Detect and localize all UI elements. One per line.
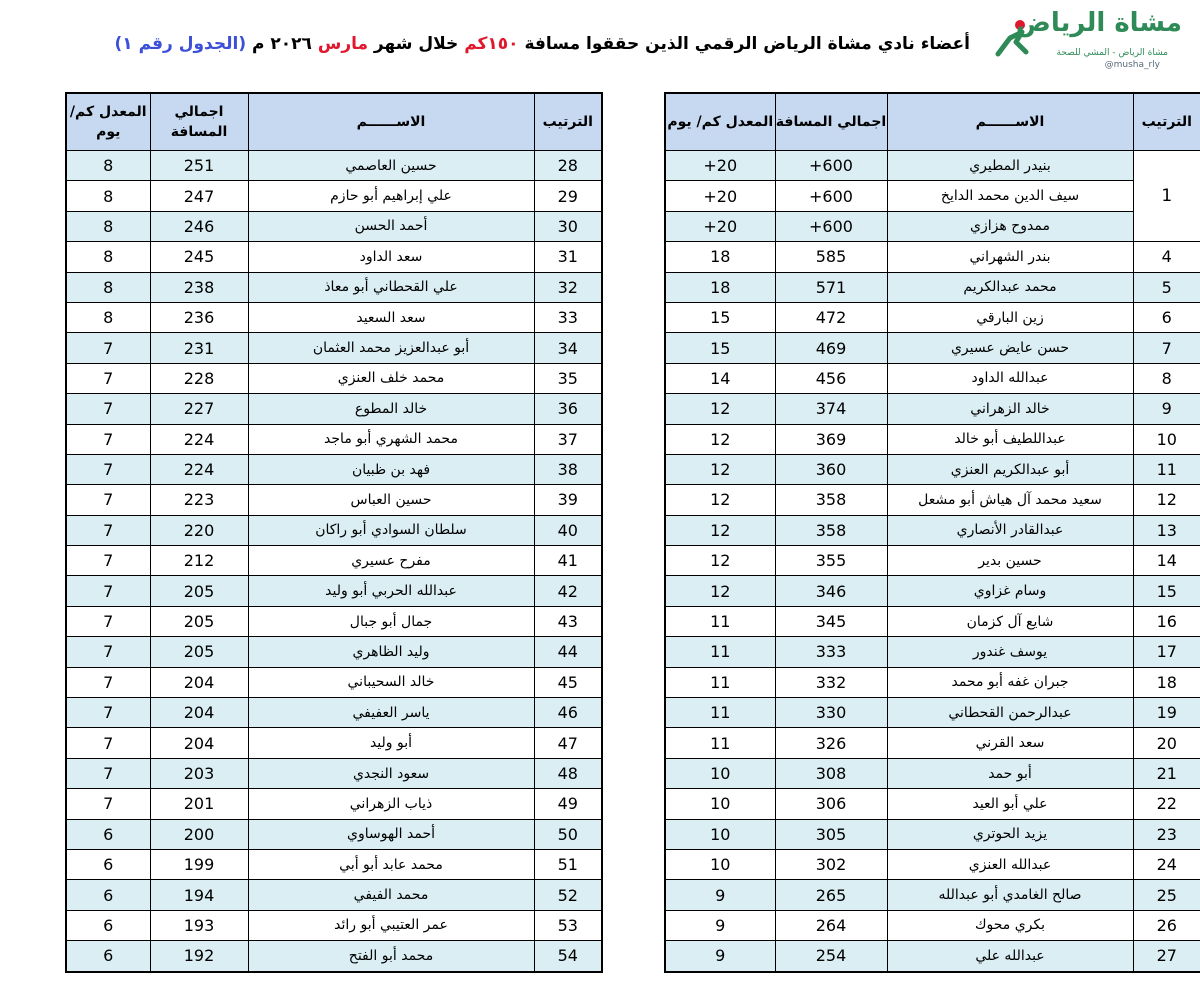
table-row: [66, 819, 602, 849]
name-cell: أحمد الحسن: [248, 211, 534, 241]
name-cell: علي إبراهيم أبو حازم: [248, 181, 534, 211]
rank-cell: 12: [1133, 485, 1200, 515]
table-row: [665, 394, 1200, 424]
avg-cell: 18: [665, 242, 775, 272]
avg-cell: 10: [665, 789, 775, 819]
table-row: [665, 698, 1200, 728]
name-cell: عبدالله العنزي: [887, 849, 1133, 879]
name-cell: عبدالرحمن القحطاني: [887, 698, 1133, 728]
table-row: [665, 333, 1200, 363]
table-row: [66, 789, 602, 819]
table-row: [66, 698, 602, 728]
avg-cell: 15: [665, 333, 775, 363]
total-cell: 220: [150, 515, 248, 545]
name-cell: محمد خلف العنزي: [248, 363, 534, 393]
rank-cell: 53: [534, 910, 602, 940]
avg-cell: 6: [66, 819, 150, 849]
name-cell: أحمد الهوساوي: [248, 819, 534, 849]
total-cell: 330: [775, 698, 887, 728]
name-cell: وليد الظاهري: [248, 637, 534, 667]
name-cell: وسام غزاوي: [887, 576, 1133, 606]
avg-cell: 8: [66, 151, 150, 181]
table-row: [665, 181, 1200, 211]
total-cell: 205: [150, 637, 248, 667]
total-cell: 469: [775, 333, 887, 363]
name-cell: سعد السعيد: [248, 302, 534, 332]
table-row: [66, 454, 602, 484]
col-rank: الترتيب: [534, 93, 602, 151]
logo-handle: @musha_rly: [1104, 60, 1160, 70]
rank-cell: 11: [1133, 454, 1200, 484]
total-cell: 302: [775, 849, 887, 879]
name-cell: حسين العاصمي: [248, 151, 534, 181]
table-row: [66, 910, 602, 940]
table-row: [66, 211, 602, 241]
rank-cell: 5: [1133, 272, 1200, 302]
table-row: [66, 333, 602, 363]
avg-cell: 8: [66, 211, 150, 241]
total-cell: 204: [150, 667, 248, 697]
avg-cell: 7: [66, 728, 150, 758]
rank-cell: 43: [534, 606, 602, 636]
total-cell: 355: [775, 546, 887, 576]
table-row: [665, 454, 1200, 484]
rank-cell: 38: [534, 454, 602, 484]
table-row: [66, 181, 602, 211]
title-month: مارس: [317, 34, 369, 54]
name-cell: جبران غفه أبو محمد: [887, 667, 1133, 697]
name-cell: شايع آل كزمان: [887, 606, 1133, 636]
name-cell: سلطان السوادي أبو راكان: [248, 515, 534, 545]
avg-cell: 7: [66, 606, 150, 636]
name-cell: محمد عابد أبو أبي: [248, 849, 534, 879]
name-cell: سعد القرني: [887, 728, 1133, 758]
name-cell: عبدالقادر الأنصاري: [887, 515, 1133, 545]
total-cell: 358: [775, 515, 887, 545]
avg-cell: 7: [66, 485, 150, 515]
rank-cell: 23: [1133, 819, 1200, 849]
name-cell: عبدالله علي: [887, 941, 1133, 972]
name-cell: أبو وليد: [248, 728, 534, 758]
col-avg: المعدل كم/ يوم: [66, 93, 150, 151]
name-cell: سعود النجدي: [248, 758, 534, 788]
total-cell: 369: [775, 424, 887, 454]
total-cell: 246: [150, 211, 248, 241]
total-cell: 374: [775, 394, 887, 424]
total-cell: 254: [775, 941, 887, 972]
table-row: [665, 363, 1200, 393]
logo-subtitle: مشاة الرياض - المشي للصحة: [1056, 48, 1168, 58]
avg-cell: 9: [665, 910, 775, 940]
rank-cell: 6: [1133, 302, 1200, 332]
table-row: [66, 606, 602, 636]
avg-cell: 6: [66, 910, 150, 940]
rank-cell: 19: [1133, 698, 1200, 728]
rank-cell: 42: [534, 576, 602, 606]
total-cell: 204: [150, 698, 248, 728]
total-cell: 326: [775, 728, 887, 758]
avg-cell: 12: [665, 394, 775, 424]
avg-cell: 7: [66, 546, 150, 576]
avg-cell: 20+: [665, 181, 775, 211]
ranking-table-left: [65, 92, 603, 973]
table-row: [665, 789, 1200, 819]
avg-cell: 8: [66, 181, 150, 211]
table-row: [665, 211, 1200, 241]
avg-cell: 12: [665, 515, 775, 545]
col-name: الاســــــم: [887, 93, 1133, 151]
table-row: [665, 667, 1200, 697]
avg-cell: 6: [66, 880, 150, 910]
col-name: الاســــــم: [248, 93, 534, 151]
total-cell: 238: [150, 272, 248, 302]
rank-cell: 31: [534, 242, 602, 272]
avg-cell: 7: [66, 394, 150, 424]
avg-cell: 8: [66, 302, 150, 332]
total-cell: 193: [150, 910, 248, 940]
name-cell: بكري محوك: [887, 910, 1133, 940]
table-row: [66, 151, 602, 181]
name-cell: محمد الفيفي: [248, 880, 534, 910]
avg-cell: 12: [665, 424, 775, 454]
total-cell: 223: [150, 485, 248, 515]
table-row: [66, 576, 602, 606]
rank-cell: 45: [534, 667, 602, 697]
rank-cell: 40: [534, 515, 602, 545]
title-distance: ١٥٠كم: [464, 34, 519, 54]
total-cell: 305: [775, 819, 887, 849]
total-cell: 231: [150, 333, 248, 363]
total-cell: 472: [775, 302, 887, 332]
title-year: ٢٠٢٦ م: [246, 34, 318, 54]
total-cell: 236: [150, 302, 248, 332]
name-cell: علي القحطاني أبو معاذ: [248, 272, 534, 302]
rank-cell: 21: [1133, 758, 1200, 788]
table-row: [66, 880, 602, 910]
rank-cell: 49: [534, 789, 602, 819]
rank-cell: 50: [534, 819, 602, 849]
avg-cell: 7: [66, 424, 150, 454]
avg-cell: 10: [665, 849, 775, 879]
logo-title: مشاة الرياض: [1015, 8, 1182, 38]
name-cell: حسين العباس: [248, 485, 534, 515]
avg-cell: 7: [66, 576, 150, 606]
rank-cell: 34: [534, 333, 602, 363]
avg-cell: 10: [665, 758, 775, 788]
table-row: [665, 728, 1200, 758]
name-cell: حسن عايض عسيري: [887, 333, 1133, 363]
avg-cell: 11: [665, 667, 775, 697]
table-row: [66, 728, 602, 758]
rank-cell: 30: [534, 211, 602, 241]
rank-cell: 48: [534, 758, 602, 788]
avg-cell: 7: [66, 515, 150, 545]
total-cell: 247: [150, 181, 248, 211]
col-avg: المعدل كم/ يوم: [665, 93, 775, 151]
name-cell: يزيد الحوتري: [887, 819, 1133, 849]
table-row: [66, 242, 602, 272]
table-row: [665, 515, 1200, 545]
rank-cell: 10: [1133, 424, 1200, 454]
rank-cell: 41: [534, 546, 602, 576]
title-part2: خلال شهر: [368, 34, 465, 54]
avg-cell: 6: [66, 849, 150, 879]
table-row: [66, 515, 602, 545]
avg-cell: 9: [665, 941, 775, 972]
avg-cell: 6: [66, 941, 150, 972]
name-cell: ممدوح هزازي: [887, 211, 1133, 241]
table-row: [665, 606, 1200, 636]
total-cell: 345: [775, 606, 887, 636]
name-cell: صالح الغامدي أبو عبدالله: [887, 880, 1133, 910]
rank-cell: 28: [534, 151, 602, 181]
rank-cell: 24: [1133, 849, 1200, 879]
total-cell: 205: [150, 576, 248, 606]
rank-cell: 27: [1133, 941, 1200, 972]
total-cell: 600+: [775, 181, 887, 211]
rank-cell: 18: [1133, 667, 1200, 697]
table-row: [66, 272, 602, 302]
avg-cell: 7: [66, 667, 150, 697]
name-cell: سيف الدين محمد الدايخ: [887, 181, 1133, 211]
table-row: [665, 546, 1200, 576]
total-cell: 203: [150, 758, 248, 788]
table-row: [66, 941, 602, 972]
name-cell: مفرح عسيري: [248, 546, 534, 576]
table-row: [66, 667, 602, 697]
table-row: [665, 302, 1200, 332]
total-cell: 224: [150, 424, 248, 454]
total-cell: 456: [775, 363, 887, 393]
total-cell: 200: [150, 819, 248, 849]
table-row: [665, 637, 1200, 667]
name-cell: محمد الشهري أبو ماجد: [248, 424, 534, 454]
table-row: [665, 485, 1200, 515]
rank-cell: 35: [534, 363, 602, 393]
rank-cell: 33: [534, 302, 602, 332]
avg-cell: 18: [665, 272, 775, 302]
total-cell: 228: [150, 363, 248, 393]
table-row: [665, 910, 1200, 940]
name-cell: محمد أبو الفتح: [248, 941, 534, 972]
total-cell: 308: [775, 758, 887, 788]
table-row: [66, 363, 602, 393]
total-cell: 199: [150, 849, 248, 879]
col-rank: الترتيب: [1133, 93, 1200, 151]
avg-cell: 15: [665, 302, 775, 332]
rank-cell: 29: [534, 181, 602, 211]
title-table-ref: (الجدول رقم ١): [114, 34, 247, 54]
avg-cell: 7: [66, 637, 150, 667]
table-row: [665, 272, 1200, 302]
total-cell: 358: [775, 485, 887, 515]
total-cell: 346: [775, 576, 887, 606]
avg-cell: 7: [66, 789, 150, 819]
avg-cell: 12: [665, 485, 775, 515]
total-cell: 192: [150, 941, 248, 972]
rank-cell: 37: [534, 424, 602, 454]
rank-cell: 14: [1133, 546, 1200, 576]
table-row: [66, 758, 602, 788]
avg-cell: 20+: [665, 151, 775, 181]
name-cell: يوسف غندور: [887, 637, 1133, 667]
rank-cell: 51: [534, 849, 602, 879]
name-cell: بنيدر المطيري: [887, 151, 1133, 181]
rank-cell: 46: [534, 698, 602, 728]
avg-cell: 14: [665, 363, 775, 393]
rank-cell: 13: [1133, 515, 1200, 545]
table-row: [665, 880, 1200, 910]
club-logo: [992, 8, 1182, 72]
ranking-table-right: [664, 92, 1200, 973]
avg-cell: 7: [66, 363, 150, 393]
table-row: [66, 546, 602, 576]
total-cell: 265: [775, 880, 887, 910]
name-cell: ذياب الزهراني: [248, 789, 534, 819]
total-cell: 360: [775, 454, 887, 484]
table-row: [665, 819, 1200, 849]
name-cell: خالد المطوع: [248, 394, 534, 424]
table-row: [66, 849, 602, 879]
rank-cell: 7: [1133, 333, 1200, 363]
rank-cell: 54: [534, 941, 602, 972]
name-cell: زين البارقي: [887, 302, 1133, 332]
rank-cell: 44: [534, 637, 602, 667]
total-cell: 571: [775, 272, 887, 302]
name-cell: خالد الزهراني: [887, 394, 1133, 424]
rank-cell: 32: [534, 272, 602, 302]
rank-cell: 36: [534, 394, 602, 424]
avg-cell: 12: [665, 546, 775, 576]
avg-cell: 8: [66, 242, 150, 272]
name-cell: حسين بدير: [887, 546, 1133, 576]
rank-cell: 47: [534, 728, 602, 758]
total-cell: 585: [775, 242, 887, 272]
name-cell: محمد عبدالكريم: [887, 272, 1133, 302]
name-cell: سعد الداود: [248, 242, 534, 272]
rank-cell: 15: [1133, 576, 1200, 606]
name-cell: أبو عبدالعزيز محمد العثمان: [248, 333, 534, 363]
total-cell: 227: [150, 394, 248, 424]
avg-cell: 8: [66, 272, 150, 302]
total-cell: 201: [150, 789, 248, 819]
rank-cell: 20: [1133, 728, 1200, 758]
total-cell: 251: [150, 151, 248, 181]
rank-cell: 17: [1133, 637, 1200, 667]
avg-cell: 7: [66, 333, 150, 363]
table-row: [665, 941, 1200, 972]
table-row: [66, 302, 602, 332]
rank-cell: 1: [1133, 151, 1200, 242]
avg-cell: 7: [66, 454, 150, 484]
rank-cell: 25: [1133, 880, 1200, 910]
name-cell: أبو عبدالكريم العنزي: [887, 454, 1133, 484]
rank-cell: 52: [534, 880, 602, 910]
total-cell: 600+: [775, 211, 887, 241]
avg-cell: 11: [665, 728, 775, 758]
total-cell: 194: [150, 880, 248, 910]
page-title: [114, 34, 970, 54]
total-cell: 306: [775, 789, 887, 819]
total-cell: 600+: [775, 151, 887, 181]
left-table-body: [66, 151, 602, 972]
title-part1: أعضاء نادي مشاة الرياض الرقمي الذين حققوا مسافة: [518, 34, 970, 54]
name-cell: بندر الشهراني: [887, 242, 1133, 272]
avg-cell: 10: [665, 819, 775, 849]
table-row: [665, 758, 1200, 788]
name-cell: عبدالله الداود: [887, 363, 1133, 393]
total-cell: 212: [150, 546, 248, 576]
right-table-body: [665, 151, 1200, 972]
rank-cell: 39: [534, 485, 602, 515]
avg-cell: 12: [665, 454, 775, 484]
rank-cell: 22: [1133, 789, 1200, 819]
total-cell: 205: [150, 606, 248, 636]
total-cell: 333: [775, 637, 887, 667]
total-cell: 264: [775, 910, 887, 940]
total-cell: 332: [775, 667, 887, 697]
avg-cell: 11: [665, 698, 775, 728]
name-cell: خالد السحيباني: [248, 667, 534, 697]
name-cell: علي أبو العيد: [887, 789, 1133, 819]
name-cell: فهد بن ظبيان: [248, 454, 534, 484]
table-row: [66, 485, 602, 515]
rank-cell: 16: [1133, 606, 1200, 636]
name-cell: عبداللطيف أبو خالد: [887, 424, 1133, 454]
avg-cell: 7: [66, 758, 150, 788]
table-row: [665, 849, 1200, 879]
avg-cell: 9: [665, 880, 775, 910]
table-row: [665, 242, 1200, 272]
name-cell: ياسر العفيفي: [248, 698, 534, 728]
name-cell: عبدالله الحربي أبو وليد: [248, 576, 534, 606]
avg-cell: 11: [665, 606, 775, 636]
rank-cell: 26: [1133, 910, 1200, 940]
avg-cell: 11: [665, 637, 775, 667]
table-row: [665, 576, 1200, 606]
rank-cell: 8: [1133, 363, 1200, 393]
total-cell: 245: [150, 242, 248, 272]
table-row: [66, 637, 602, 667]
total-cell: 224: [150, 454, 248, 484]
name-cell: عمر العتيبي أبو رائد: [248, 910, 534, 940]
rank-cell: 4: [1133, 242, 1200, 272]
col-total: اجمالي المسافة: [775, 93, 887, 151]
col-total: اجمالي المسافة: [150, 93, 248, 151]
name-cell: سعيد محمد آل هياش أبو مشعل: [887, 485, 1133, 515]
table-row: [665, 424, 1200, 454]
rank-cell: 9: [1133, 394, 1200, 424]
name-cell: جمال أبو جبال: [248, 606, 534, 636]
table-row: [66, 424, 602, 454]
table-row: [66, 394, 602, 424]
name-cell: أبو حمد: [887, 758, 1133, 788]
avg-cell: 20+: [665, 211, 775, 241]
table-row: [665, 151, 1200, 181]
total-cell: 204: [150, 728, 248, 758]
avg-cell: 7: [66, 698, 150, 728]
avg-cell: 12: [665, 576, 775, 606]
